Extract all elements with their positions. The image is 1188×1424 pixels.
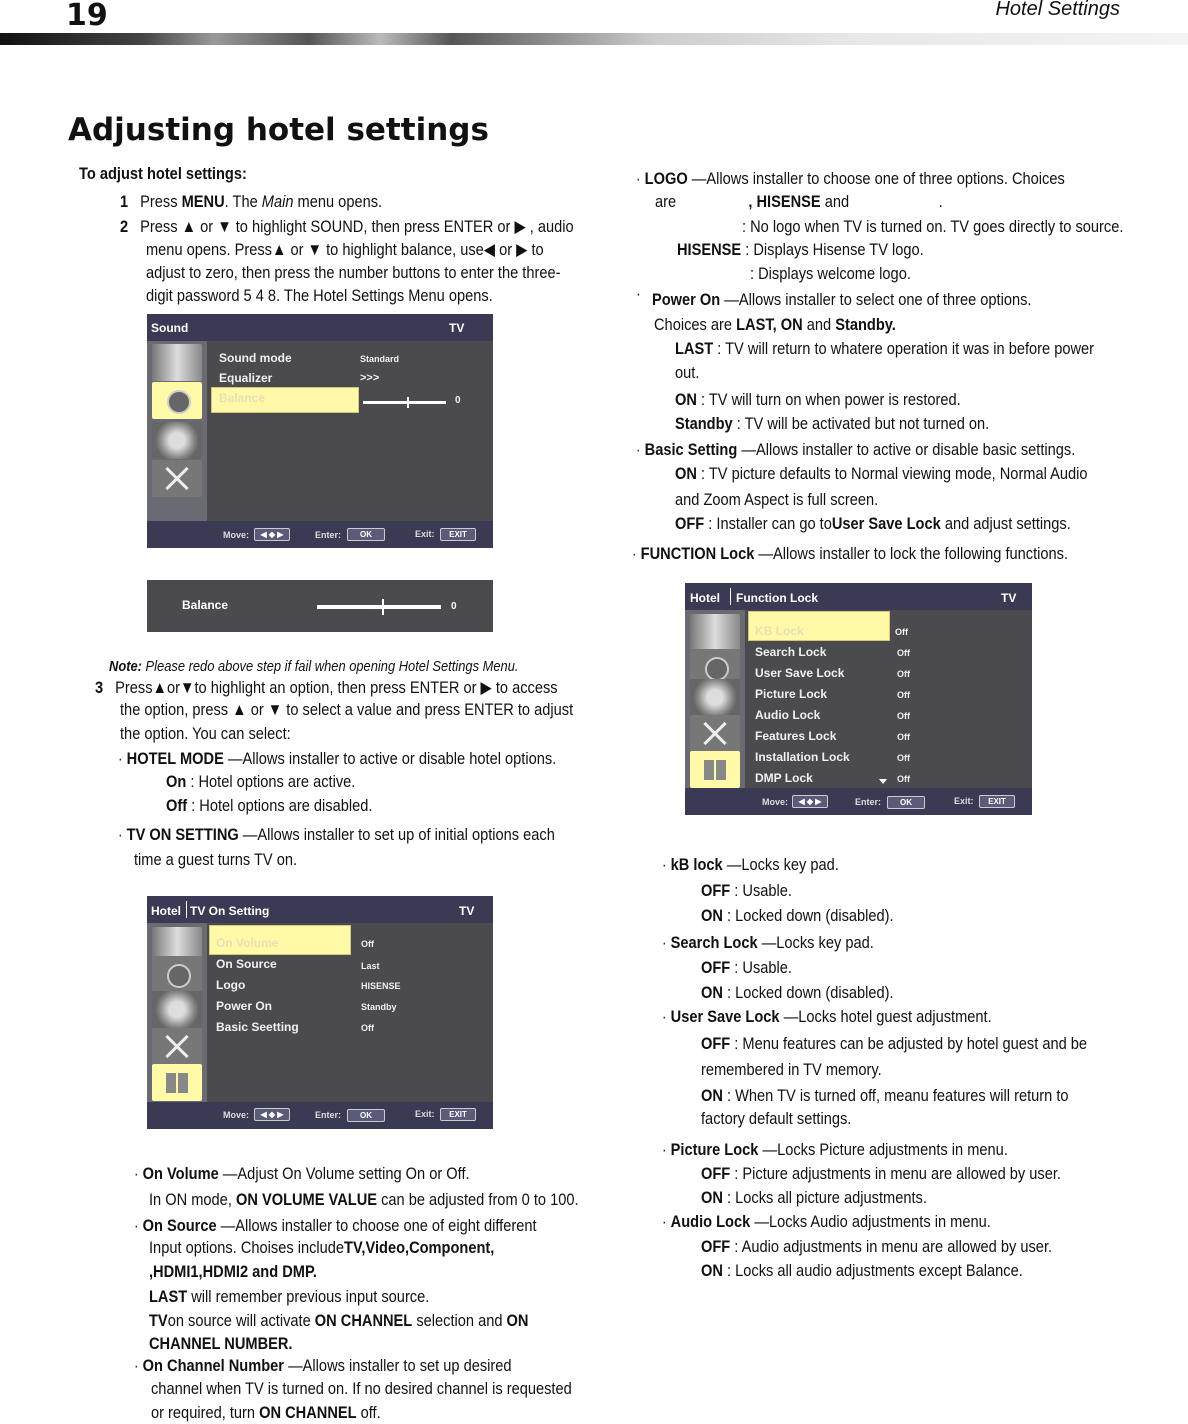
bullet: ·: [636, 171, 641, 188]
user-save-lock-on-2: factory default settings.: [701, 1109, 852, 1128]
logo-line-3: : No logo when TV is turned on. TV goes directly to source.: [742, 217, 1124, 236]
intro-text: To adjust hotel settings:: [79, 164, 247, 183]
logo-head: LOGO: [644, 169, 688, 188]
menu-item-picture-lock: Picture Lock: [755, 687, 828, 701]
menu-tv-label: TV: [1001, 591, 1017, 605]
enter-label: Enter:: [855, 797, 882, 807]
bullet: ·: [662, 857, 667, 874]
on-channel-head: On Channel Number: [142, 1356, 285, 1375]
bold-term: ON: [675, 390, 697, 409]
step-1: [120, 191, 382, 213]
on-source-line-3: ,HDMI1,HDMI2 and DMP.: [149, 1262, 317, 1281]
picture-lock-on: [701, 1187, 927, 1209]
balance-slider: [317, 605, 441, 609]
hotel-icon: [152, 1064, 202, 1101]
move-button: ◀ ◆ ▶: [254, 528, 290, 541]
menu-value: Off: [897, 774, 910, 784]
option-value: : Hotel options are active.: [186, 772, 356, 791]
menu-item-features-lock: Features Lock: [755, 729, 837, 743]
note-text: Please redo above step if fail when opening Hotel Settings Menu.: [141, 658, 519, 675]
bold-term: ON CHANNEL: [259, 1403, 357, 1422]
bold-term: User Save Lock: [831, 514, 941, 533]
on-volume-desc: —Adjust On Volume setting On or Off.: [218, 1164, 470, 1183]
on-source-desc: —Allows installer to choose one of eight different: [216, 1216, 537, 1235]
function-lock-head: FUNCTION Lock: [640, 544, 755, 563]
option-key: Off: [166, 796, 188, 815]
text: : Displays Hisense TV logo.: [741, 240, 924, 259]
option-key: OFF: [701, 1237, 731, 1256]
search-lock-desc: —Locks key pad.: [757, 933, 874, 952]
gear-icon: [152, 991, 202, 1028]
page-number: 19: [66, 0, 108, 33]
option-value: : Picture adjustments in menu are allowed by user.: [730, 1164, 1061, 1183]
logo-desc: —Allows installer to choose one of three options. Choices: [687, 169, 1065, 188]
picture-lock-off: [701, 1163, 1061, 1185]
on-channel-desc: —Allows installer to set up desired: [284, 1356, 512, 1375]
hotel-mode-on: [166, 771, 355, 793]
ok-button: OK: [347, 1109, 385, 1122]
on-channel-item: [134, 1355, 512, 1378]
menu-item-user-save-lock: User Save Lock: [755, 666, 845, 680]
step-text: Press▲or▼to highlight an option, then press ENTER or ▶ to access: [115, 678, 558, 697]
tv-on-setting-item: [118, 824, 555, 847]
exit-label: Exit:: [954, 796, 974, 806]
tools-icon: [690, 715, 740, 752]
option-key: ON: [701, 983, 723, 1002]
option-value: : Locks all audio adjustments except Balance.: [722, 1261, 1023, 1280]
text: and adjust settings.: [940, 514, 1071, 533]
menu-value: Off: [897, 732, 910, 742]
move-button: ◀ ◆ ▶: [792, 795, 828, 808]
audio-lock-head: Audio Lock: [670, 1212, 751, 1231]
option-value: : Locked down (disabled).: [722, 906, 894, 925]
basic-setting-line-3: and Zoom Aspect is full screen.: [675, 490, 879, 509]
menu-item-on-source: On Source: [216, 957, 277, 971]
move-label: Move:: [223, 1110, 250, 1120]
menu-item-installation-lock: Installation Lock: [755, 750, 850, 764]
option-key: OFF: [701, 1164, 731, 1183]
text: : Installer can go to: [704, 514, 832, 533]
step-text: Press: [140, 192, 182, 211]
step-number: 2: [120, 217, 129, 236]
text: selection and: [412, 1311, 507, 1330]
menu-tv-label: TV: [449, 321, 465, 335]
user-save-lock-desc: —Locks hotel guest adjustment.: [779, 1007, 992, 1026]
text: : TV will turn on when power is restored.: [696, 390, 961, 409]
menu-value-equalizer: >>>: [360, 372, 380, 384]
title-divider: [730, 588, 731, 605]
user-save-lock-item: [662, 1006, 992, 1029]
step-3-line-3: the option. You can select:: [120, 724, 291, 743]
menu-title: Hotel: [151, 904, 181, 918]
option-value: : Usable.: [730, 881, 792, 900]
menu-item-equalizer: Equalizer: [219, 371, 273, 385]
header-bar: [0, 33, 1188, 45]
text: are: [655, 192, 677, 211]
menu-value-sound-mode: Standard: [360, 354, 400, 364]
kb-lock-item: [662, 854, 839, 877]
menu-key: MENU: [181, 192, 225, 211]
bullet: ·: [662, 1214, 667, 1231]
kb-lock-on: [701, 905, 894, 927]
basic-setting-line-2: [675, 463, 1088, 485]
step-3: [95, 677, 558, 699]
balance-value: 0: [451, 601, 457, 612]
tools-icon: [152, 460, 202, 497]
power-on-desc: —Allows installer to select one of three options.: [720, 290, 1032, 309]
function-lock-menu-screenshot: [685, 583, 1032, 815]
step-text: menu opens.: [293, 192, 383, 211]
on-source-line-5: [149, 1310, 528, 1332]
option-key: ON: [701, 1261, 723, 1280]
search-lock-head: Search Lock: [670, 933, 758, 952]
search-lock-on: [701, 982, 894, 1004]
option-value: : Menu features can be adjusted by hotel guest and be: [730, 1034, 1088, 1053]
search-lock-off: [701, 957, 792, 979]
option-value: : When TV is turned off, meanu features will return to: [722, 1086, 1069, 1105]
basic-setting-head: Basic Setting: [644, 440, 738, 459]
menu-value: Off: [897, 753, 910, 763]
audio-lock-item: [662, 1211, 991, 1234]
text: will remember previous input source.: [187, 1287, 430, 1306]
option-value: : Usable.: [730, 958, 792, 977]
option-key: ON: [701, 906, 723, 925]
function-lock-item: [632, 543, 1068, 566]
bullet: ·: [662, 935, 667, 952]
menu-value: Off: [897, 669, 910, 679]
basic-setting-line-4: [675, 513, 1071, 535]
sound-icon: [152, 382, 202, 419]
bold-term: Standby.: [835, 315, 896, 334]
gear-icon: [690, 679, 740, 716]
menu-value: Off: [897, 690, 910, 700]
bullet: ·: [662, 1009, 667, 1026]
menu-item-kb-lock: KB Lock: [755, 624, 804, 638]
on-channel-line-2: channel when TV is turned on. If no desired channel is requested: [151, 1379, 572, 1398]
power-on-bullet: ·: [636, 284, 641, 303]
picture-icon: [690, 614, 740, 651]
function-lock-desc: —Allows installer to lock the following functions.: [754, 544, 1069, 563]
text: : TV will return to whatere operation it was in before power: [713, 339, 1095, 358]
search-lock-item: [662, 932, 874, 955]
page-title: Adjusting hotel settings: [68, 112, 489, 148]
step-3-line-2: the option, press ▲ or ▼ to select a value and press ENTER to adjust: [120, 700, 574, 719]
option-key: On: [166, 772, 187, 791]
menu-item-search-lock: Search Lock: [755, 645, 827, 659]
basic-setting-item: [636, 439, 1075, 462]
kb-lock-desc: —Locks key pad.: [722, 855, 839, 874]
menu-value: Last: [361, 961, 380, 971]
menu-value-balance: 0: [455, 395, 461, 406]
power-on-head: Power On: [652, 290, 721, 309]
user-save-lock-head: User Save Lock: [670, 1007, 780, 1026]
bold-term: ON CHANNEL: [314, 1311, 413, 1330]
text: : TV picture defaults to Normal viewing mode, Normal Audio: [696, 464, 1088, 483]
enter-label: Enter:: [315, 530, 342, 540]
menu-value: Standby: [361, 1002, 397, 1012]
bullet: ·: [118, 827, 123, 844]
exit-button: EXIT: [440, 1108, 476, 1121]
on-source-line-2: [149, 1237, 494, 1259]
menu-value: Off: [361, 1023, 374, 1033]
on-volume-line-2: [149, 1189, 579, 1211]
balance-slider: [363, 401, 446, 404]
user-save-lock-on: [701, 1085, 1069, 1107]
kb-lock-head: kB lock: [670, 855, 723, 874]
menu-item-on-volume: On Volume: [216, 936, 279, 950]
exit-label: Exit:: [415, 529, 435, 539]
menu-subtitle: Function Lock: [736, 591, 818, 605]
ok-button: OK: [887, 796, 925, 809]
exit-label: Exit:: [415, 1109, 435, 1119]
bold-term: OFF: [675, 514, 705, 533]
balance-label: Balance: [182, 598, 229, 612]
option-value: : Hotel options are disabled.: [187, 796, 373, 815]
picture-icon: [152, 344, 202, 381]
ok-button: OK: [347, 528, 385, 541]
bold-term: ON VOLUME VALUE: [235, 1190, 378, 1209]
basic-setting-desc: —Allows installer to active or disable basic settings.: [737, 440, 1076, 459]
note-label: Note:: [109, 658, 142, 675]
menu-value: Off: [895, 627, 908, 637]
bold-term: TV,Video,Component,: [344, 1238, 495, 1257]
title-divider: [186, 901, 187, 918]
exit-button: EXIT: [979, 795, 1015, 808]
text: off.: [356, 1403, 381, 1422]
step-2: [120, 216, 574, 238]
text: and: [802, 315, 836, 334]
on-source-line-4: [149, 1286, 429, 1308]
menu-value: Off: [897, 648, 910, 658]
logo-line-5: : Displays welcome logo.: [750, 264, 911, 283]
power-on-line-5: [675, 389, 961, 411]
bullet: ·: [134, 1358, 139, 1375]
tv-on-setting-line-2: time a guest turns TV on.: [134, 850, 298, 869]
user-save-lock-off: [701, 1033, 1087, 1055]
bold-term: LAST: [675, 339, 714, 358]
bold-term: ON: [675, 464, 697, 483]
on-volume-head: On Volume: [142, 1164, 219, 1183]
power-on-line-4: out.: [675, 363, 700, 382]
bold-term: ON: [506, 1311, 529, 1330]
note: [109, 656, 518, 678]
option-key: OFF: [701, 881, 731, 900]
bullet: ·: [134, 1166, 139, 1183]
text: or required, turn: [151, 1403, 260, 1422]
option-key: ON: [701, 1086, 723, 1105]
bullet: ·: [134, 1218, 139, 1235]
menu-subtitle: TV On Setting: [190, 904, 270, 918]
text: Input options. Choises include: [149, 1238, 345, 1257]
user-save-lock-off-2: remembered in TV memory.: [701, 1060, 882, 1079]
text: Choices are: [654, 315, 737, 334]
step-2-line-2: menu opens. Press▲ or ▼ to highlight balance, use◀ or ▶ to: [146, 240, 544, 259]
exit-button: EXIT: [440, 528, 476, 541]
on-source-head: On Source: [142, 1216, 217, 1235]
section-title: Hotel Settings: [995, 0, 1120, 20]
text: can be adjusted from 0 to 100.: [377, 1190, 579, 1209]
option-key: OFF: [701, 958, 731, 977]
text: .: [938, 192, 943, 211]
text: In ON mode,: [149, 1190, 236, 1209]
step-text: . The: [224, 192, 262, 211]
tools-icon: [152, 1028, 202, 1065]
scroll-down-icon: [879, 779, 887, 784]
option-value: : Locked down (disabled).: [722, 983, 894, 1002]
option-key: OFF: [701, 1034, 731, 1053]
sound-menu-screenshot: [147, 314, 493, 548]
main-menu-name: Main: [261, 192, 294, 211]
bullet: ·: [118, 751, 123, 768]
text: : TV will be activated but not turned on.: [732, 414, 990, 433]
bold-term: Standby: [675, 414, 733, 433]
step-text: Press ▲ or ▼ to highlight SOUND, then press ENTER or ▶ , audio: [140, 217, 574, 236]
option-key: ON: [701, 1188, 723, 1207]
picture-lock-desc: —Locks Picture adjustments in menu.: [758, 1140, 1008, 1159]
move-label: Move:: [762, 797, 789, 807]
hotel-icon: [690, 751, 740, 788]
sound-icon: [152, 956, 202, 993]
audio-lock-on: [701, 1260, 1023, 1282]
option-value: : Audio adjustments in menu are allowed by user.: [730, 1237, 1053, 1256]
logo-item: [636, 168, 1065, 191]
menu-item-dmp-lock: DMP Lock: [755, 771, 813, 785]
menu-value: Off: [361, 939, 374, 949]
on-channel-line-3: [151, 1402, 381, 1424]
menu-value: Off: [897, 711, 910, 721]
hotel-mode-head: HOTEL MODE: [126, 749, 224, 768]
menu-value: HISENSE: [361, 981, 401, 991]
menu-title: Hotel: [690, 591, 720, 605]
power-on-item: [652, 289, 1031, 311]
bold-term: LAST, ON: [736, 315, 803, 334]
bullet: ·: [662, 1142, 667, 1159]
hotel-mode-item: [118, 748, 556, 771]
tv-on-setting-menu-screenshot: [147, 896, 493, 1129]
enter-label: Enter:: [315, 1110, 342, 1120]
audio-lock-off: [701, 1236, 1052, 1258]
bold-term: TV: [149, 1311, 168, 1330]
gear-icon: [152, 422, 202, 459]
move-label: Move:: [223, 530, 250, 540]
on-volume-item: [134, 1163, 470, 1186]
logo-line-4: [677, 239, 924, 261]
bullet: ·: [632, 546, 637, 563]
menu-item-balance: Balance: [219, 391, 266, 405]
logo-line-2: [655, 191, 943, 213]
picture-lock-head: Picture Lock: [670, 1140, 759, 1159]
picture-lock-item: [662, 1139, 1008, 1162]
menu-item-basic-setting: Basic Seetting: [216, 1020, 299, 1034]
audio-lock-desc: —Locks Audio adjustments in menu.: [750, 1212, 991, 1231]
move-button: ◀ ◆ ▶: [254, 1108, 290, 1121]
power-on-line-3: [675, 338, 1094, 360]
tv-on-setting-desc: —Allows installer to set up of initial options each: [238, 825, 555, 844]
menu-title-bar: [147, 314, 493, 341]
bold-term: LAST: [149, 1287, 188, 1306]
bullet: ·: [636, 442, 641, 459]
text: and: [820, 192, 850, 211]
menu-item-sound-mode: Sound mode: [219, 351, 292, 365]
menu-item-audio-lock: Audio Lock: [755, 708, 821, 722]
menu-tv-label: TV: [459, 904, 475, 918]
step-number: 1: [120, 192, 129, 211]
option-value: : Locks all picture adjustments.: [722, 1188, 927, 1207]
hotel-mode-desc: —Allows installer to active or disable hotel options.: [223, 749, 557, 768]
hotel-mode-off: [166, 795, 372, 817]
step-2-line-3: adjust to zero, then press the number buttons to enter the three-: [146, 263, 561, 282]
on-source-item: [134, 1215, 537, 1238]
power-on-line-2: [654, 314, 896, 336]
menu-item-logo: Logo: [216, 978, 246, 992]
balance-bar-screenshot: [147, 580, 493, 632]
tv-on-setting-head: TV ON SETTING: [126, 825, 239, 844]
bold-term: HISENSE: [677, 240, 742, 259]
text: on source will activate: [167, 1311, 315, 1330]
on-source-line-6: CHANNEL NUMBER.: [149, 1334, 293, 1353]
menu-title: Sound: [151, 321, 189, 335]
power-on-line-6: [675, 413, 989, 435]
bold-term: , HISENSE: [748, 192, 821, 211]
step-number: 3: [95, 678, 104, 697]
step-2-line-4: digit password 5 4 8. The Hotel Settings Menu opens.: [146, 286, 493, 305]
menu-item-power-on: Power On: [216, 999, 273, 1013]
kb-lock-off: [701, 880, 792, 902]
